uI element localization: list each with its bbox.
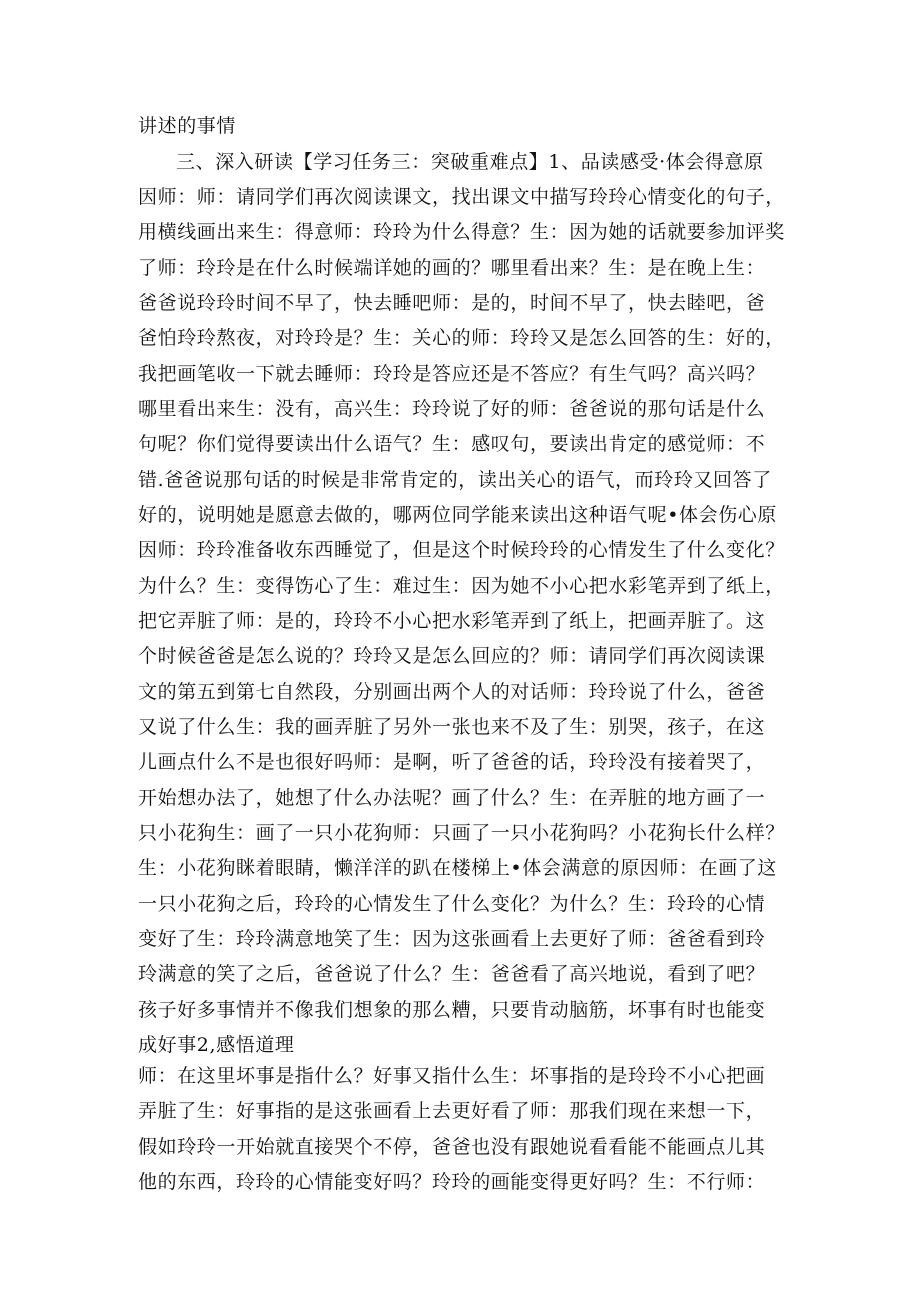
text-line: 个时候爸爸是怎么说的？玲玲又是怎么回应的？师：请同学们再次阅读课 [138,645,766,667]
text-line: 错.爸爸说那句话的时候是非常肯定的，读出关心的语气，而玲玲又回答了 [138,469,772,491]
text-line: 我把画笔收一下就去睡师：玲玲是答应还是不答应？有生气吗？高兴吗？ [138,363,766,385]
text-line: 假如玲玲一开始就直接哭个不停，爸爸也没有跟她说看看能不能画点儿其 [138,1136,766,1158]
text-line: 儿画点什么不是也很好吗师：是啊，听了爸爸的话，玲玲没有接着哭了， [138,751,766,773]
text-line: 孩子好多事情并不像我们想象的那么糟，只要肯动脑筋，坏事有时也能变 [138,999,766,1021]
text-line: 开始想办法了，她想了什么办法呢？画了什么？生：在弄脏的地方画了一 [138,787,766,809]
text-line: 变好了生：玲玲满意地笑了生：因为这张画看上去更好了师：爸爸看到玲 [138,928,766,950]
text-line: 了师：玲玲是在什么时候端详她的画的？哪里看出来？生：是在晚上生： [138,257,766,279]
text-line: 把它弄脏了师：是的，玲玲不小心把水彩笔弄到了纸上，把画弄脏了。这 [138,610,766,632]
text-line: 用横线画出来生：得意师：玲玲为什么得意？生：因为她的话就要参加评奖 [138,221,785,243]
text-line: 因师：师：请同学们再次阅读课文，找出课文中描写玲玲心情变化的句子， [138,186,785,208]
text-line: 句呢？你们觉得要读出什么语气？生：感叹句，要读出肯定的感觉师：不 [138,433,766,455]
text-line: 生：小花狗眯着眼睛，懒洋洋的趴在楼梯上•体会满意的原因师：在画了这 [138,857,778,879]
text-line: 玲满意的笑了之后，爸爸说了什么？生：爸爸看了高兴地说，看到了吧？ [138,963,766,985]
text-line: 又说了什么生：我的画弄脏了另外一张也来不及了生：别哭，孩子，在这 [138,716,766,738]
text-line: 哪里看出来生：没有，高兴生：玲玲说了好的师：爸爸说的那句话是什么 [138,398,766,420]
text-line: 因师：玲玲准备收东西睡觉了，但是这个时候玲玲的心情发生了什么变化？ [138,539,785,561]
text-line: 弄脏了生：好事指的是这张画看上去更好看了师：那我们现在来想一下， [138,1100,766,1122]
text-line: 三、深入研读【学习任务三：突破重难点】1、品读感受·体会得意原 [176,151,764,173]
text-line: 爸怕玲玲熬夜，对玲玲是？生：关心的师：玲玲又是怎么回答的生：好的， [138,327,785,349]
text-line: 师：在这里坏事是指什么？好事又指什么生：坏事指的是玲玲不小心把画 [138,1065,766,1087]
text-line: 为什么？生：变得饬心了生：难过生：因为她不小心把水彩笔弄到了纸上， [138,575,785,597]
text-line: 成好事2,感悟道理 [138,1034,295,1056]
text-line: 好的，说明她是愿意去做的，哪两位同学能来读出这种语气呢•体会伤心原 [138,504,778,526]
text-line: 一只小花狗之后，玲玲的心情发生了什么变化？为什么？生：玲玲的心情 [138,893,766,915]
text-line: 只小花狗生：画了一只小花狗师：只画了一只小花狗吗？小花狗长什么样？ [138,822,785,844]
text-line: 爸爸说玲玲时间不早了，快去睡吧师：是的，时间不早了，快去睦吧，爸 [138,292,766,314]
text-line: 文的第五到第七自然段，分别画出两个人的对话师：玲玲说了什么，爸爸 [138,681,766,703]
text-line: 讲述的事情 [138,115,237,137]
text-line: 他的东西，玲玲的心情能变好吗？玲玲的画能变得更好吗？生：不行师： [138,1171,766,1193]
